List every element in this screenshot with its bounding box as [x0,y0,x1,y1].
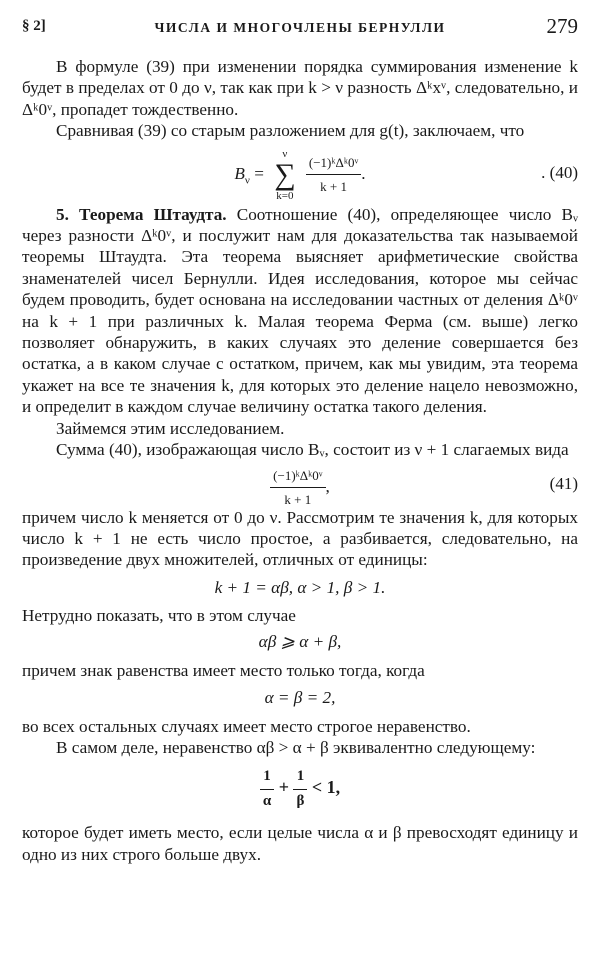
theorem-heading: 5. Теорема Штаудта. [56,204,227,224]
paragraph-8: причем знак равенства имеет место только тогда, когда [22,661,425,681]
inequality-expression: αβ ⩾ α + β, [258,632,342,652]
section-mark: § 2] [22,18,46,34]
paragraph-1: В формуле (39) при изменении порядка суммирования изменение k будет в пределах от 0 до ν, так как при k > ν разность Δᵏxᵛ, следовательно, и Δᵏ0ᵛ, пропадет тождественно. [22,57,578,119]
formula-41 [22,461,578,507]
page-header [22,14,578,48]
paragraph-2: Сравнивая (39) со старым разложением для g(t), заключаем, что [56,121,525,141]
paragraph-9: во всех остальных случаях имеет место строгое неравенство. [22,716,471,736]
formula-40 [22,142,578,204]
fraction-numerator: (−1)ᵏΔᵏ0ᵛ [308,154,359,170]
fraction-denominator: α [260,789,274,812]
paragraph-6: причем число k меняется от 0 до ν. Рассмотрим те значения k, для которых число k + 1 не есть число простое, а разбивается, следовательно, на произведение двух множителей, отличных от единицы: [22,507,578,570]
formula-equality [22,682,578,716]
fraction-denominator: k + 1 [270,487,325,510]
fraction-numerator: 1 [296,768,305,785]
formula-40-equals: = [249,163,269,183]
fraction-denominator: β [293,789,307,812]
formula-reciprocal [22,758,578,822]
formula-40-period: . [361,163,366,183]
fraction-numerator: 1 [263,768,271,785]
page-number: 279 [546,14,578,38]
reciprocal-beta-fraction [293,766,307,812]
paragraph-5: Сумма (40), изображающая число Bᵥ, состоит из ν + 1 слагаемых вида [56,440,569,460]
sigma-icon: ∑ [274,157,296,191]
sum-upper-limit: ν [282,147,288,160]
running-title: ЧИСЛА И МНОГОЧЛЕНЫ БЕРНУЛЛИ [154,20,446,35]
paragraph-7: Нетрудно показать, что в этом случае [22,605,296,625]
factorization-expression: k + 1 = αβ, α > 1, β > 1. [214,577,386,597]
formula-40-fraction [306,152,361,198]
formula-factorization [22,571,578,605]
formula-inequality [22,626,578,660]
paragraph-4: Займемся этим исследованием. [56,418,285,438]
formula-41-fraction [270,465,325,511]
paragraph-3 [22,204,578,418]
reciprocal-alpha-fraction [260,766,274,812]
paragraph-3-text: Соотношение (40), определяющее число Bᵥ через разности Δᵏ0ᵛ, и послужит нам для доказательства так называемой теоремы Штаудта. Эта теорема выясняет арифметические свойства знаменателей чисел Бернулли. Идея исследования, которое мы сейчас будем проводить, будет основана на исследовании частных от деления Δᵏ0ᵛ на k + 1 при различных k. Малая теорема Ферма (см. выше) легко позволяет обнаружить, в каких случаях это деление совершается без остатка, а в каком случае с остатком, причем, как мы увидим, эта теорема укажет на все те значения k, для которых это деление нацело невозможно, и определит в каждом случае величину остатка такого деления. [22,204,579,417]
less-than-one: < 1, [307,777,341,798]
sum-symbol [274,148,295,202]
formula-40-lhs-sub: ν [244,174,250,187]
fraction-denominator: k + 1 [306,174,361,197]
plus-sign: + [274,777,294,798]
formula-41-comma: , [325,476,330,496]
fraction-numerator: (−1)ᵏΔᵏ0ᵛ [273,467,323,483]
sum-lower-limit: k=0 [276,189,294,202]
equation-number-41: (41) [549,473,578,493]
equality-expression: α = β = 2, [264,687,336,707]
paragraph-10: В самом деле, неравенство αβ > α + β эквивалентно следующему: [56,737,536,757]
formula-40-lhs: B [234,163,245,183]
paragraph-11: которое будет иметь место, если целые числа α и β превосходят единицу и одно из них строго больше двух. [22,823,578,864]
page-body [22,56,578,865]
equation-number-40: . (40) [541,162,578,182]
